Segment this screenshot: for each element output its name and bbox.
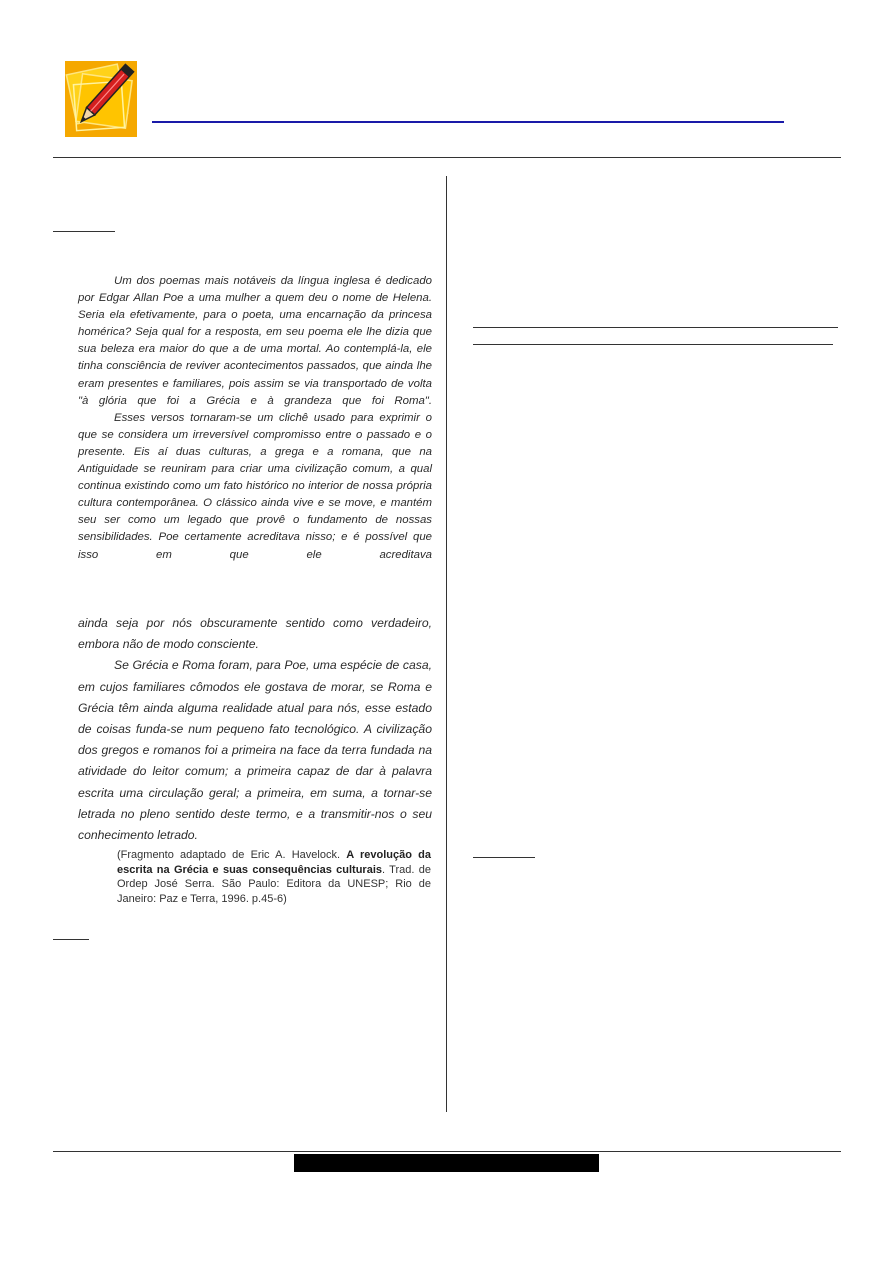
article-paragraph: ainda seja por nós obscuramente sentido como verdadeiro, embora não de modo consciente. [78, 616, 432, 652]
footer-rule [53, 1151, 841, 1152]
article-paragraph: Se Grécia e Roma foram, para Poe, uma espécie de casa, em cujos familiares cômodos ele gostava de morar, se Roma e Grécia têm ainda alguma realidade atual para nós, esse estado de coisas funda-se num pequeno fato tecnológico. A civilização dos gregos e romanos foi a primeira na face da terra fundada na atividade do leitor comum; a primeira capaz de dar à palavra escrita uma circulação geral; a primeira, em suma, a tornar-se letrada no pleno sentido deste termo, e a transmitir-nos o seu conhecimento letrado. [78, 658, 432, 843]
blank-line [473, 857, 535, 858]
header-underline [152, 121, 784, 123]
blank-line [53, 231, 115, 232]
article-paragraph: Um dos poemas mais notáveis da língua inglesa é dedicado por Edgar Allan Poe a uma mulher a quem deu o nome de Helena. Seria ela efetivamente, para o poeta, uma encarnação da princesa homérica? Seja qual for a resposta, em seu poema ele lhe dizia que sua beleza era maior do que a de uma mortal. Ao contemplá-la, ele tinha consciência de reviver acontecimentos passados, que ainda lhe eram presentes e familiares, pois assim se via transportado de volta "à glória que foi a Grécia e à grandeza que foi Roma". [78, 275, 432, 407]
header-rule [53, 157, 841, 158]
pencil-on-sticky-notes-logo-icon [63, 59, 139, 139]
source-book-title: A revolução da escrita na Grécia e suas consequências culturais [117, 849, 431, 876]
article-text-part-2 [78, 613, 432, 846]
article-text-part-1 [78, 273, 432, 564]
article-paragraph: Esses versos tornaram-se um clichê usado para exprimir o que se considera um irreversível compromisso entre o passado e o presente. Eis aí duas culturas, a grega e a romana, que na Antiguidade se reuniram para criar uma civilização comum, a qual continua existindo como um fato histórico no interior de nossa própria cultura contemporânea. O clássico ainda vive e se move, e mantém seu ser como um legado que provê o fundamento de nossas sensibilidades. Poe certamente acreditava nisso; e é possível que isso em que ele acreditava [78, 411, 432, 561]
answer-rule [473, 344, 833, 345]
column-divider [446, 176, 447, 1112]
source-citation: (Fragmento adaptado de Eric A. Havelock. A revolução da escrita na Grécia e suas consequências culturais. Trad. de Ordep José Serra. São Paulo: Editora da UNESP; Rio de Janeiro: Paz e Terra, 1996. p.45-6) [117, 849, 431, 905]
footer-bar [294, 1154, 599, 1172]
blank-line [53, 939, 89, 940]
answer-rule [473, 327, 838, 328]
